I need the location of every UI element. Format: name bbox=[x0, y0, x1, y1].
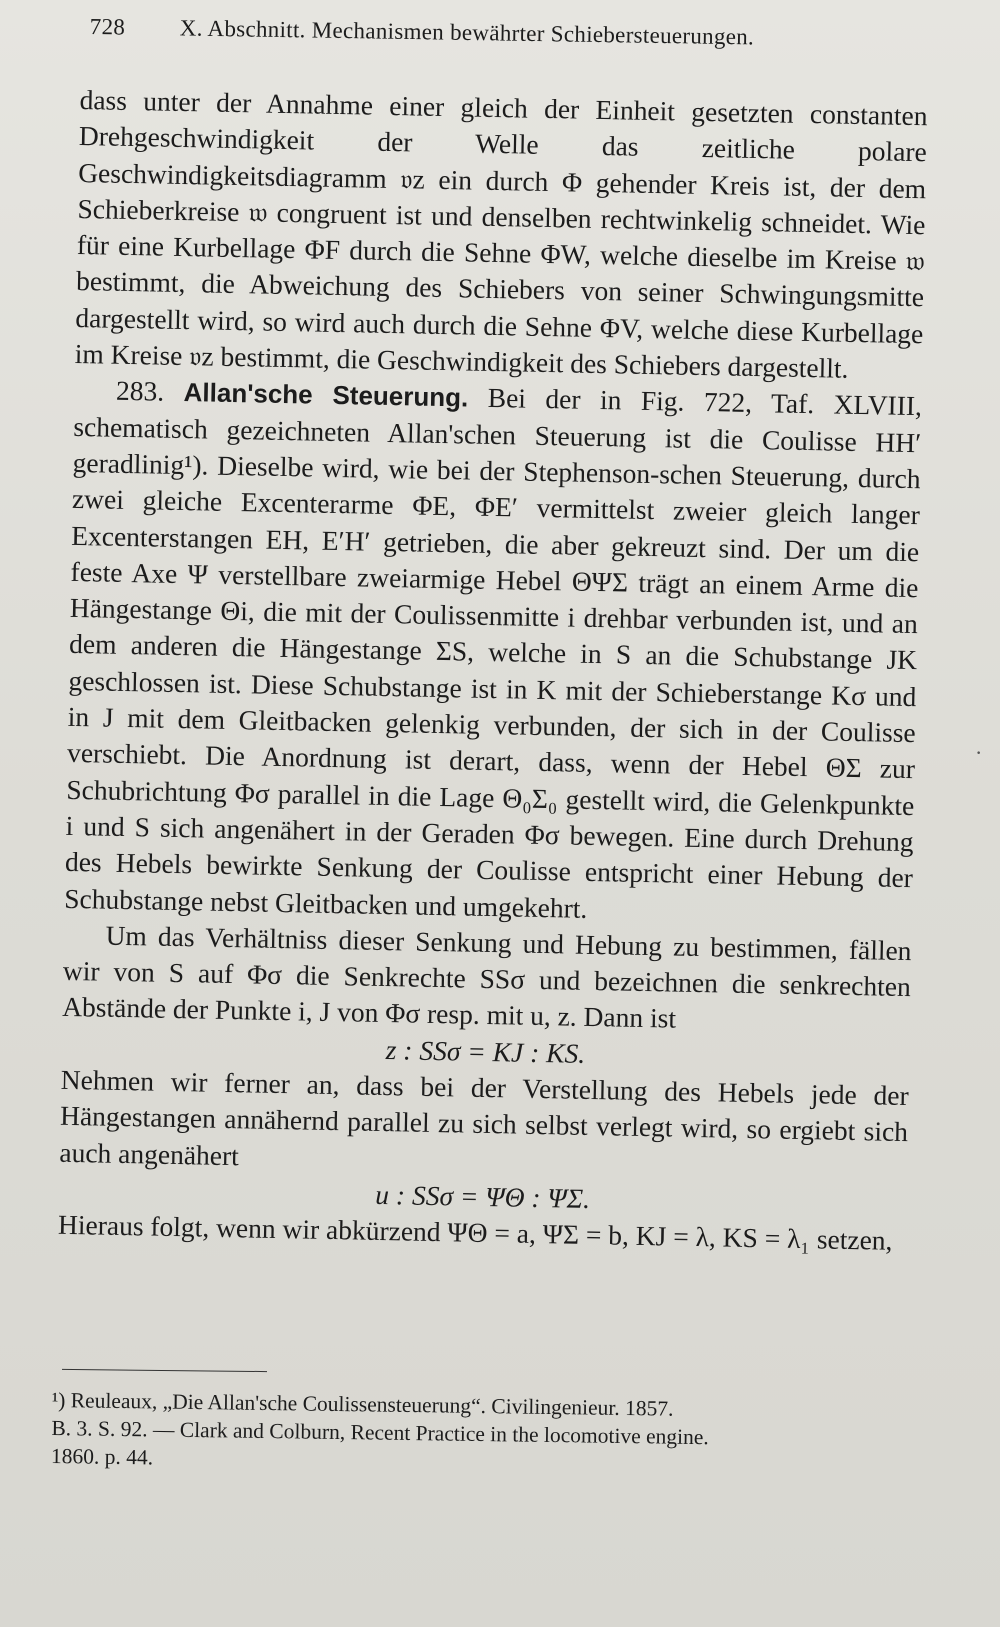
footnote-line-1: ¹) Reuleaux, „Die Allan'sche Coulissensteuerung“. Civilingenieur. 1857. bbox=[51, 1387, 674, 1421]
section-283 bbox=[64, 372, 922, 933]
formula-z: z : SSσ = KJ : KS. bbox=[385, 1033, 586, 1069]
page-number: 728 bbox=[89, 14, 126, 40]
main-text bbox=[58, 82, 928, 1260]
footnote-rule bbox=[62, 1369, 267, 1372]
paragraph-ratio: Um das Verhältniss dieser Senkung und Hebung zu bestimmen, fällen wir von S auf Φσ die Senkrechte SSσ und bezeichnen die senkrechten Abstände der Punkte i, J von Φσ resp. mit u, z. Dann ist bbox=[61, 919, 912, 1035]
section-title: Allan'sche Steuerung. bbox=[183, 377, 469, 413]
section-number: 283. bbox=[115, 375, 165, 408]
footnote bbox=[51, 1386, 917, 1482]
paragraph-assumption: Nehmen wir ferner an, dass bei der Verstellung des Hebels jede der Hängestangen annähernd parallel zu sich selbst verlegt wird, so ergiebt sich auch angenähert bbox=[59, 1063, 909, 1171]
margin-dot: · bbox=[975, 740, 983, 765]
footnote-line-3: 1860. p. 44. bbox=[50, 1443, 154, 1470]
running-title: X. Abschnitt. Mechanismen bewährter Schiebersteuerungen. bbox=[179, 15, 755, 50]
paragraph-intro: dass unter der Annahme einer gleich der Einheit gesetzten constanten Drehgeschwindigkeit der Welle das zeitliche polare Geschwindigkeitsdiagramm 𝔳z ein durch Φ gehender Kreis ist, der dem Schieberkreise 𝔴 congruent ist und denselben rechtwinkelig schneidet. Wie für eine Kurbellage ΦF durch die Sehne ΦW, welche dieselbe im Kreise 𝔴 bestimmt, die Abweichung des Schiebers von seiner Schwingungsmitte dargestellt wird, so wird auch durch die Sehne ΦV, welche diese Kurbellage im Kreise 𝔳z bestimmt, die Geschwindigkeit des Schiebers dargestellt. bbox=[74, 83, 928, 384]
footnote-line-2: B. 3. S. 92. — Clark and Colburn, Recent Practice in the locomotive engine. bbox=[51, 1415, 709, 1450]
formula-u: u : SSσ = ΨΘ : ΨΣ. bbox=[375, 1178, 591, 1214]
section-text: Bei der in Fig. 722, Taf. XLVIII, schematisch gezeichneten Allan'schen Steuerung ist die Coulisse HH′ geradlinig¹). Dieselbe wird, wie bei der Stephenson-schen Steuerung, durch zwei gleiche Excenterarme ΦE, ΦE′ vermittelst zweier gleich langer Excenterstangen EH, E′H′ getrieben, die aber gekreuzt sind. Der um die feste Axe Ψ verstellbare zweiarmige Hebel ΘΨΣ trägt an einem Arme die Hängestange Θi, die mit der Coulissenmitte i drehbar verbunden ist, und an dem anderen die Hängestange ΣS, welche in S an die Schubstange JK geschlossen ist. Diese Schubstange ist in K mit der Schieberstange Kσ und in J mit dem Gleitbacken gelenkig verbunden, der sich in der Coulisse verschiebt. Die Anordnung ist derart, dass, wenn der Hebel ΘΣ zur Schubrichtung Φσ parallel in die Lage Θ₀Σ₀ gestellt wird, die Gelenkpunkte i und S sich angenähert in der Geraden Φσ bewegen. Eine durch Drehung des Hebels bewirkte Senkung der Coulisse entspricht einer Hebung der Schubstange nebst Gleitbacken und umgekehrt. bbox=[64, 382, 923, 924]
running-header bbox=[90, 14, 850, 52]
paragraph-abbreviation: Hieraus folgt, wenn wir abkürzend ΨΘ = a, ΨΣ = b, KJ = λ, KS = λ₁ setzen, bbox=[57, 1208, 893, 1257]
